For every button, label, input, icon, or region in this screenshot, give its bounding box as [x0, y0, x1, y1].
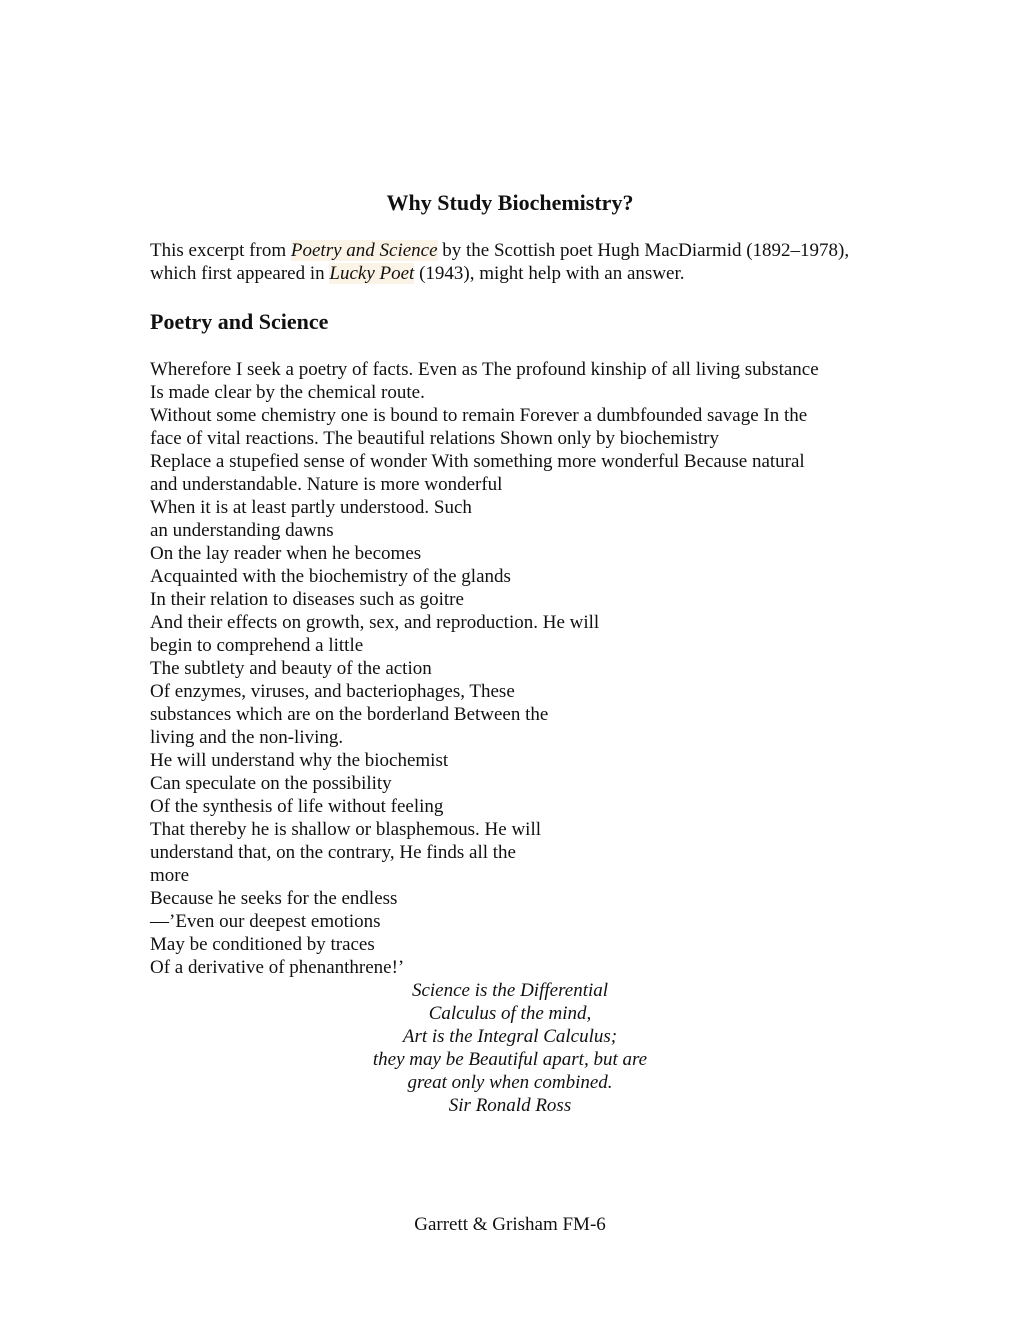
intro-text-3: (1943), might help with an answer.	[414, 263, 685, 284]
poem-line: Is made clear by the chemical route.	[150, 382, 425, 403]
page-footer: Garrett & Grisham FM-6	[414, 1214, 606, 1235]
quote-line: Calculus of the mind,	[428, 1003, 592, 1024]
quote-attribution: Sir Ronald Ross	[448, 1095, 572, 1116]
quote-line: they may be Beautiful apart, but are	[372, 1049, 648, 1070]
quote-line: great only when combined.	[407, 1072, 613, 1093]
poem-line: That thereby he is shallow or blasphemous. He will	[150, 819, 542, 840]
poem-line: In their relation to diseases such as goitre	[150, 589, 464, 610]
poem-line: begin to comprehend a little	[150, 635, 364, 656]
poem-line: and understandable. Nature is more wonderful	[150, 474, 503, 495]
poem-line: May be conditioned by traces	[150, 934, 375, 955]
epigraph-quote	[0, 979, 1020, 1117]
poem-line: Replace a stupefied sense of wonder With something more wonderful Because natural	[150, 451, 805, 472]
page-title: Why Study Biochemistry?	[386, 190, 634, 215]
poem-line: On the lay reader when he becomes	[150, 543, 422, 564]
poem-line: Because he seeks for the endless	[150, 888, 398, 909]
section-heading: Poetry and Science	[150, 309, 329, 334]
intro-text-2: by the Scottish poet Hugh MacDiarmid (1892–1978), which first appeared in	[150, 240, 850, 284]
poem-line: Of the synthesis of life without feeling	[150, 796, 444, 817]
poem-line: substances which are on the borderland Between the	[150, 704, 549, 725]
poem-line: understand that, on the contrary, He finds all the	[150, 842, 516, 863]
poem-line: living and the non-living.	[150, 727, 344, 748]
book-title-poetry-and-science: Poetry and Science	[290, 240, 438, 261]
quote-line: Art is the Integral Calculus;	[402, 1026, 618, 1047]
poem-line: He will understand why the biochemist	[150, 750, 449, 771]
poem-line: Of enzymes, viruses, and bacteriophages, These	[150, 681, 515, 702]
poem-line: When it is at least partly understood. Such	[150, 497, 472, 518]
poem-line: And their effects on growth, sex, and reproduction. He will	[150, 612, 600, 633]
intro-text-1: This excerpt from	[150, 240, 291, 261]
poem-line: more	[150, 865, 190, 886]
poem-line: Acquainted with the biochemistry of the glands	[150, 566, 511, 587]
poem-line: an understanding dawns	[150, 520, 334, 541]
poem-line: —’Even our deepest emotions	[150, 911, 381, 932]
poem-line: Of a derivative of phenanthrene!’	[150, 957, 405, 978]
intro-paragraph	[150, 239, 860, 285]
poem-line: Can speculate on the possibility	[150, 773, 392, 794]
poem-line: The subtlety and beauty of the action	[150, 658, 432, 679]
poem-line: Without some chemistry one is bound to remain Forever a dumbfounded savage In the	[150, 405, 808, 426]
book-title-lucky-poet: Lucky Poet	[329, 263, 415, 284]
poem-line: face of vital reactions. The beautiful relations Shown only by biochemistry	[150, 428, 719, 449]
poem-line: Wherefore I seek a poetry of facts. Even as The profound kinship of all living substance	[150, 359, 819, 380]
poem	[150, 358, 870, 979]
quote-line: Science is the Differential	[411, 980, 609, 1001]
